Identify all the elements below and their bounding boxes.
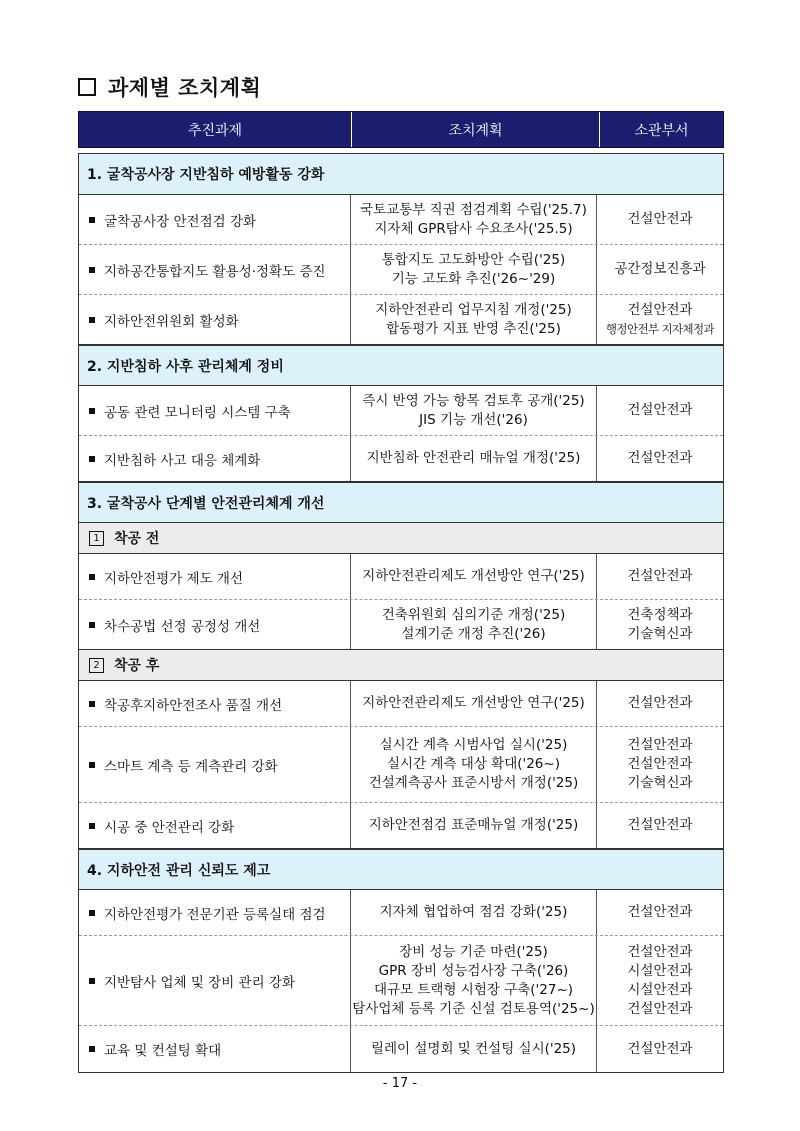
square-bullet-icon: [89, 456, 95, 462]
dept-cell: [597, 803, 723, 848]
dept-cell: [597, 436, 723, 481]
plan-cell: [350, 245, 597, 294]
dept-cell: [597, 554, 723, 599]
plan-line: 지자체 GPR탐사 수요조사('25.5): [374, 220, 573, 237]
dept-line: 건설안전과: [627, 695, 693, 711]
dept-cell: [597, 600, 723, 649]
table-row: [79, 936, 723, 1026]
dept-cell: [597, 245, 723, 294]
task-label: 지하공간통합지도 활용성·정확도 증진: [104, 263, 326, 280]
dept-line: 건설안전과: [627, 450, 693, 466]
table-row: [79, 681, 723, 727]
action-plan-table: [78, 153, 724, 1073]
header-dept: 소관부서: [634, 122, 689, 139]
numbered-box-icon: 1: [89, 531, 104, 546]
dept-cell: [597, 295, 723, 344]
dept-line: 건설안전과: [627, 1040, 693, 1057]
plan-line: 지반침하 안전관리 매뉴얼 개정('25): [366, 450, 581, 466]
plan-cell: [350, 386, 597, 435]
plan-line: 지하안전점검 표준매뉴얼 개정('25): [368, 817, 579, 833]
square-bullet-icon: [89, 910, 95, 916]
dept-line: 건설안전과: [627, 756, 693, 772]
page-heading: [78, 72, 261, 102]
header-plan: 조치계획: [352, 112, 600, 147]
table-row: [79, 245, 723, 295]
table-row: [79, 554, 723, 600]
dept-line: 기술혁신과: [627, 625, 693, 642]
task-label: 지하안전평가 제도 개선: [104, 570, 243, 587]
task-cell: [79, 681, 350, 726]
plan-line: 즉시 반영 가능 항목 검토후 공개('25): [362, 392, 585, 409]
plan-line: 지하안전관리제도 개선방안 연구('25): [362, 695, 585, 711]
task-cell: [79, 386, 350, 435]
table-row: [79, 890, 723, 936]
plan-cell: [350, 295, 597, 344]
task-cell: [79, 295, 350, 344]
task-cell: [79, 803, 350, 848]
task-label: 교육 및 컨설팅 확대: [104, 1043, 222, 1059]
plan-line: 합동평가 지표 반영 추진('25): [386, 320, 561, 337]
plan-line: 지하안전관리 업무지침 개정('25): [375, 301, 572, 318]
plan-line: 건설계측공사 표준시방서 개정('25): [368, 775, 579, 791]
task-cell: [79, 1026, 350, 1072]
dept-cell: [597, 727, 723, 802]
plan-line: 건축위원회 심의기준 개정('25): [381, 606, 566, 623]
square-bullet-icon: [89, 823, 95, 829]
plan-line: 지하안전관리제도 개선방안 연구('25): [362, 568, 585, 584]
plan-cell: [350, 681, 597, 726]
page-number: - 17 -: [382, 1076, 418, 1091]
plan-line: 탐사업체 등록 기준 신설 검토용역('25~): [352, 1000, 595, 1017]
plan-line: 국토교통부 직권 점검계획 수립('25.7): [360, 201, 587, 218]
task-cell: [79, 727, 350, 802]
dept-cell: [597, 936, 723, 1025]
plan-line: 대규모 트랙형 시험장 구축('27~): [373, 981, 574, 998]
task-label: 지반탐사 업체 및 장비 관리 강화: [104, 974, 295, 991]
task-cell: [79, 554, 350, 599]
dept-line: 행정안전부 지자체정과: [605, 321, 715, 336]
square-bullet-icon: [89, 267, 95, 273]
task-cell: [79, 890, 350, 935]
task-label: 지하안전평가 전문기관 등록실태 점검: [104, 906, 326, 923]
plan-cell: [350, 436, 597, 481]
dept-line: 건축정책과: [627, 606, 693, 623]
plan-line: 통합지도 고도화방안 수립('25): [381, 251, 566, 268]
table-row: [79, 386, 723, 436]
header-task: 추진과제: [79, 112, 352, 147]
plan-cell: [350, 936, 597, 1025]
dept-cell: [597, 681, 723, 726]
dept-line: 건설안전과: [627, 817, 693, 833]
plan-line: 실시간 계측 시범사업 실시('25): [379, 737, 568, 753]
dept-line: 시설안전과: [627, 962, 693, 979]
plan-cell: [350, 803, 597, 848]
section-title: 4. 지하안전 관리 신뢰도 제고: [79, 849, 723, 890]
square-bullet-icon: [89, 762, 95, 768]
subsection-title: [79, 523, 723, 554]
table-row: [79, 295, 723, 345]
section-title: 2. 지반침하 사후 관리체계 정비: [79, 345, 723, 386]
plan-line: 지자체 협업하여 점검 강화('25): [379, 904, 568, 920]
dept-line: 공간정보진흥과: [614, 261, 706, 277]
square-bullet-icon: [89, 217, 95, 223]
task-label: 지하안전위원회 활성화: [104, 313, 239, 330]
square-bullet-icon: [89, 317, 95, 323]
plan-cell: [350, 195, 597, 244]
plan-line: 실시간 계측 대상 확대('26~): [387, 756, 560, 772]
dept-cell: [597, 1026, 723, 1072]
dept-line: 건설안전과: [627, 568, 693, 584]
section-title: 3. 굴착공사 단계별 안전관리체계 개선: [79, 482, 723, 523]
table-row: [79, 195, 723, 245]
task-label: 착공후지하안전조사 품질 개선: [104, 697, 283, 714]
plan-line: 릴레이 설명회 및 컨설팅 실시('25): [370, 1040, 577, 1057]
plan-line: JIS 기능 개선('26): [419, 411, 528, 428]
task-cell: [79, 936, 350, 1025]
square-bullet-icon: [89, 1046, 95, 1052]
plan-line: 장비 성능 기준 마련('25): [399, 943, 548, 960]
dept-line: 건설안전과: [627, 402, 693, 418]
task-label: 스마트 계측 등 계측관리 강화: [104, 758, 278, 775]
table-row: [79, 727, 723, 803]
subsection-label: 착공 후: [114, 658, 160, 674]
heading-text: 과제별 조치계획: [108, 76, 262, 100]
task-cell: [79, 245, 350, 294]
task-label: 공동 관련 모니터링 시스템 구축: [104, 404, 291, 421]
plan-cell: [350, 600, 597, 649]
task-label: 시공 중 안전관리 강화: [104, 819, 235, 836]
square-bullet-icon: [89, 408, 95, 414]
dept-line: 시설안전과: [627, 981, 693, 998]
task-cell: [79, 600, 350, 649]
section-title: 1. 굴착공사장 지반침하 예방활동 강화: [79, 154, 723, 195]
task-label: 지반침하 사고 대응 체계화: [104, 452, 261, 469]
table-row: [79, 600, 723, 650]
plan-cell: [350, 890, 597, 935]
task-cell: [79, 436, 350, 481]
plan-cell: [350, 727, 597, 802]
square-bullet-icon: [89, 622, 95, 628]
dept-line: 건설안전과: [627, 904, 693, 920]
table-row: [79, 1026, 723, 1072]
plan-line: 기능 고도화 추진('26~'29): [391, 270, 556, 287]
dept-line: 건설안전과: [627, 943, 693, 960]
plan-line: 설계기준 개정 추진('26): [401, 625, 546, 642]
dept-line: 기술혁신과: [627, 775, 693, 791]
task-cell: [79, 195, 350, 244]
square-bullet-icon: [89, 701, 95, 707]
plan-cell: [350, 554, 597, 599]
checkbox-square-icon: [78, 78, 96, 96]
dept-line: 건설안전과: [627, 737, 693, 753]
subsection-label: 착공 전: [114, 531, 160, 547]
dept-cell: [597, 386, 723, 435]
task-label: 굴착공사장 안전점검 강화: [104, 213, 257, 230]
numbered-box-icon: 2: [89, 658, 104, 673]
dept-line: 건설안전과: [627, 211, 693, 227]
plan-cell: [350, 1026, 597, 1072]
square-bullet-icon: [89, 574, 95, 580]
subsection-title: [79, 650, 723, 681]
task-label: 차수공법 선정 공정성 개선: [104, 618, 261, 635]
plan-line: GPR 장비 성능검사장 구축('26): [378, 962, 569, 979]
square-bullet-icon: [89, 978, 95, 984]
table-row: [79, 803, 723, 849]
dept-cell: [597, 890, 723, 935]
table-header: [78, 111, 724, 148]
dept-line: 건설안전과: [627, 301, 693, 318]
table-row: [79, 436, 723, 482]
dept-line: 건설안전과: [627, 1000, 693, 1017]
dept-cell: [597, 195, 723, 244]
